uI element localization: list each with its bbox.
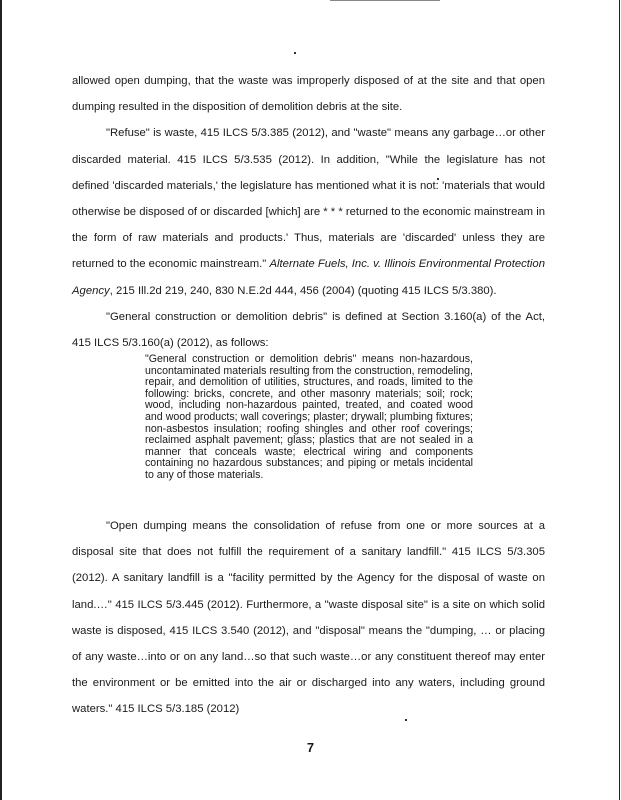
paragraph-open-dumping: "Open dumping means the consolidation of refuse from one or more sources at a disposal site that does not fulfill the requirement of a sanitary landfill." 415 ILCS 5/3.305 (2012). A sanitary landfill is a "facility permitted by the Agency for the disposal of waste on land.…" 415 ILCS 5/3.445 (2012). Furthermore, a "waste disposal site" is a site on which solid waste is disposed, 415 ILCS 3.540 (2012), and "disposal" means the "dumping, … or placing of any waste…into or on any land…so that such waste…or any constituent thereof may enter the environment or be emitted into the air or discharged into any waters, including ground waters." 415 ILCS 5/3.185 (2012) [72,520,545,716]
body-lower [72,513,545,723]
case-citation-reference: , 215 Ill.2d 219, 240, 830 N.E.2d 444, 456 (2004) (quoting 415 ILCS 5/3.380). [109,284,497,297]
case-citation-name: Alternate Fuels, Inc. v. Illinois Environmental Protection Agency [72,258,546,297]
page-number: 7 [306,740,315,755]
paragraph-debris-intro: "General construction or demolition debris" is defined at Section 3.160(a) of the Act, 415 ILCS 5/3.160(a) (2012), as follows: [72,310,545,350]
page-border-right [619,0,620,800]
scan-speck [294,52,296,54]
body-upper [72,68,545,356]
paragraph-refuse-text: "Refuse" is waste, 415 ILCS 5/3.385 (2012), and "waste" means any garbage…or other discarded material. 415 ILCS 5/3.535 (2012). In addition, "While the legislature has not defined 'discarded materials,' the legislature has mentioned what it is not: 'materials that would otherwise be disposed of or discarded [which] are * * * returned to the economic mainstream in the form of raw materials and products.' Thus, materials are 'discarded' unless they are returned to the economic mainstream." [72,127,545,271]
page-border-left [0,0,2,800]
block-quote [145,354,473,482]
page-border-top [330,0,440,1]
paragraph-continuation: allowed open dumping, that the waste was improperly disposed of at the site and that open dumping resulted in the disposition of demolition debris at the site. [72,75,545,114]
block-quote-text: "General construction or demolition debris" means non-hazardous, uncontaminated materials resulting from the construction, remodeling, repair, and demolition of utilities, structures, and roads, limited to the following: bricks, concrete, and other masonry materials; soil; rock; wood, including non-hazardous painted, treated, and coated wood and wood products; wall coverings; plaster; drywall; plumbing fixtures; non-asbestos insulation; roofing shingles and other roof coverings; reclaimed asphalt pavement; glass; plastics that are not sealed in a manner that conceals waste; electrical wiring and components containing no hazardous substances; and piping or metals incidental to any of those materials. [145,353,473,481]
paragraph-refuse-definition [72,120,545,303]
